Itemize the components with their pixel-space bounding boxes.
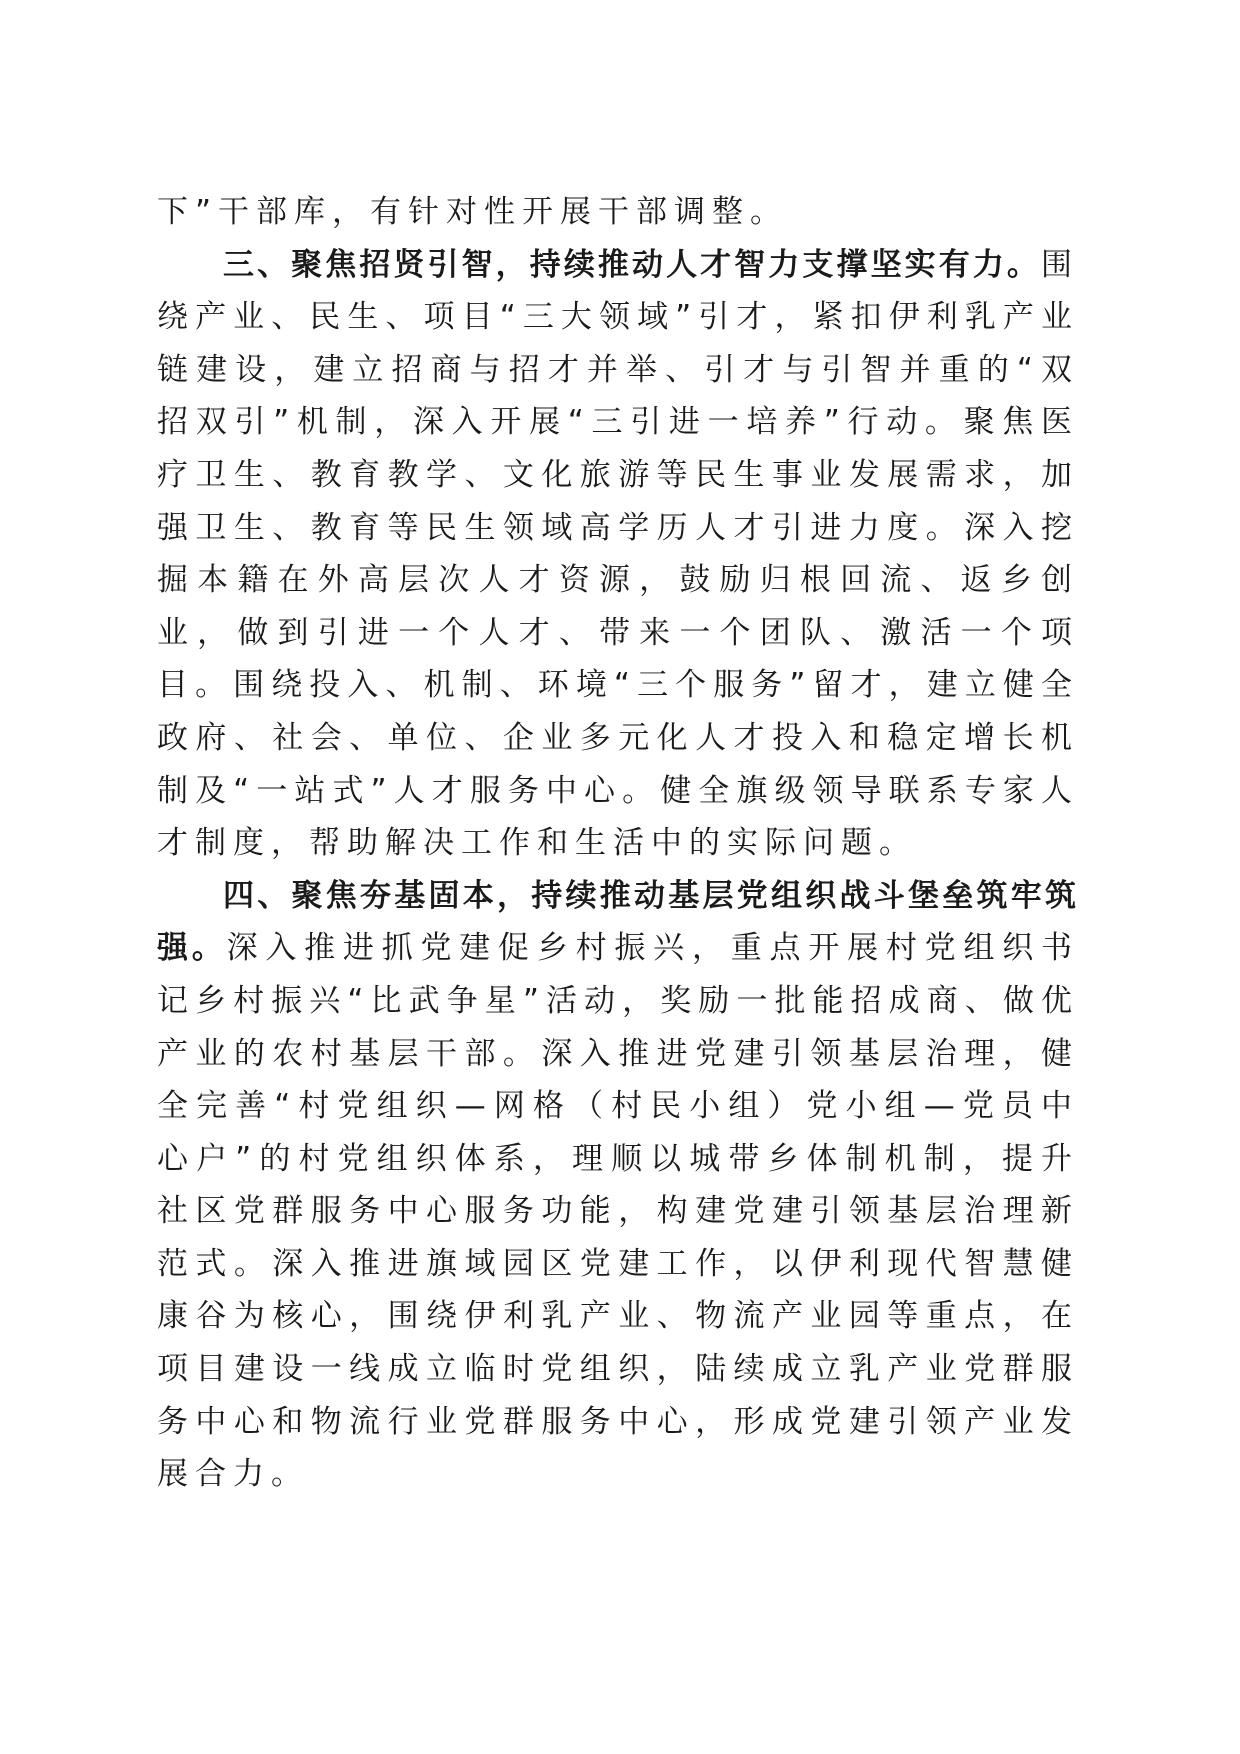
document-body [157,186,1079,1501]
paragraph-section-4 [157,870,1079,1501]
paragraph-text: 下”干部库，有针对性开展干部调整。 [157,194,789,230]
paragraph-section-3 [157,239,1079,870]
section-3-text: 围绕产业、民生、项目“三大领域”引才，紧扣伊利乳产业链建设，建立招商与招才并举、引才与引智并重的“双招双引”机制，深入开展“三引进一培养”行动。聚焦医疗卫生、教育教学、文化旅游等民生事业发展需求，加强卫生、教育等民生领域高学历人才引进力度。深入挖掘本籍在外高层次人才资源，鼓励归根回流、返乡创业，做到引进一个人才、带来一个团队、激活一个项目。围绕投入、机制、环境“三个服务”留才，建立健全政府、社会、单位、企业多元化人才投入和稳定增长机制及“一站式”人才服务中心。健全旗级领导联系专家人才制度，帮助解决工作和生活中的实际问题。 [157,246,1079,862]
section-4-text: 深入推进抓党建促乡村振兴，重点开展村党组织书记乡村振兴“比武争星”活动，奖励一批能招成商、做优产业的农村基层干部。深入推进党建引领基层治理，健全完善“村党组织—网格（村民小组）党小组—党员中心户”的村党组织体系，理顺以城带乡体制机制，提升社区党群服务中心服务功能，构建党建引领基层治理新范式。深入推进旗域园区党建工作，以伊利现代智慧健康谷为核心，围绕伊利乳产业、物流产业园等重点，在项目建设一线成立临时党组织，陆续成立乳产业党群服务中心和物流行业党群服务中心，形成党建引领产业发展合力。 [157,930,1080,1493]
section-3-heading: 三、聚焦招贤引智，持续推动人才智力支撑坚实有力。 [223,246,1041,283]
section-4-heading: 四、聚焦夯基固本，持续推动基层党组织战斗堡垒筑牢筑强。 [157,877,1079,967]
paragraph-continuation [157,186,1079,239]
